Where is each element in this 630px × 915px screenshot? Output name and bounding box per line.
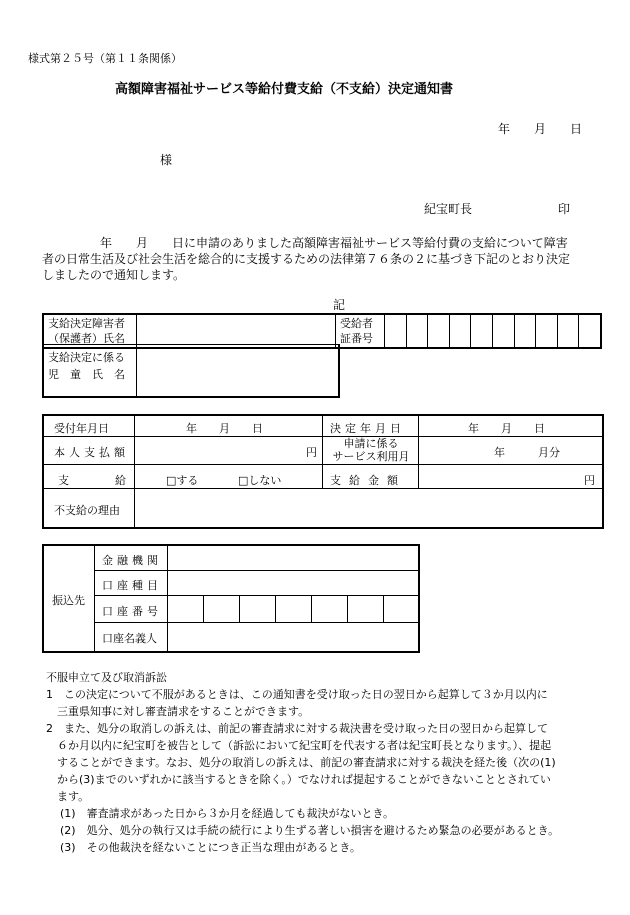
notice-item-2: (2) 処分、処分の執行又は手続の続行により生ずる著しい損害を避けるため緊急の必要があるとき。 — [60, 824, 560, 837]
notice-p2d: から(3)までのいずれかに該当するときを除く。）でなければ提起することができないこととされてい — [57, 773, 551, 786]
account-type-label: 口座種目 — [102, 579, 162, 592]
notice-p1a: 1 この決定について不服があるときは、この通知書を受け取った日の翌日から起算して３か月以内に — [46, 688, 548, 701]
received-date-label: 受付年月日 — [54, 422, 109, 435]
decision-date-label: 決定年月日 — [330, 422, 405, 435]
child-name-field[interactable] — [137, 345, 338, 396]
notice-item-3: (3) その他裁決を経ないことにつき正当な理由があるとき。 — [60, 841, 361, 854]
decision-table — [42, 414, 604, 529]
form-number: 様式第２５号（第１１条関係） — [28, 52, 182, 65]
seal-mark: 印 — [558, 202, 571, 216]
decision-date-value[interactable]: 年 月 日 — [468, 422, 545, 435]
child-name-label: 支給決定に係る 児 童 氏 名 — [48, 351, 125, 381]
certificate-number-label: 受給者 証番号 — [336, 314, 385, 348]
body-line-1: 年 月 日に申請のありました高額障害福祉サービス等給付費の支給について障害 — [100, 236, 568, 250]
issuer-name: 紀宝町長 — [424, 202, 473, 216]
recipient-name-field[interactable] — [137, 314, 336, 348]
bank-label: 金融機関 — [102, 554, 162, 567]
transfer-label: 振込先 — [52, 594, 85, 607]
notice-heading: 不服申立て及び取消訴訟 — [46, 671, 167, 684]
notice-p2a: 2 また、処分の取消しの訴えは、前記の審査請求に対する裁決書を受け取った日の翌日から起算して — [46, 722, 548, 735]
document-title: 高額障害福祉サービス等給付費支給（不支給）決定通知書 — [115, 82, 454, 97]
notice-p2e: ます。 — [57, 790, 90, 803]
notice-p1b: 三重県知事に対し審査請求をすることができます。 — [57, 705, 310, 718]
transfer-table — [42, 544, 420, 653]
received-date-value[interactable]: 年 月 日 — [186, 422, 263, 435]
certificate-number-field[interactable] — [385, 314, 602, 348]
notice-p2b: ６か月以内に紀宝町を被告として（訴訟において紀宝町を代表する者は紀宝町長となります。）、提起 — [57, 739, 552, 752]
body-line-2: 者の日常生活及び社会生活を総合的に支援するための法律第７６条の２に基づき下記のとおり決定 — [42, 252, 571, 266]
self-pay-label: 本人支払額 — [54, 446, 129, 459]
issue-date: 年 月 日 — [498, 122, 583, 136]
addressee-suffix: 様 — [160, 153, 173, 167]
payment-amount-yen: 円 — [584, 474, 595, 487]
payment-option-no[interactable]: □しない — [238, 474, 282, 487]
service-month-value[interactable]: 年 月分 — [494, 446, 560, 459]
ki-heading: 記 — [333, 298, 346, 312]
account-number-label: 口座番号 — [102, 605, 162, 618]
service-month-label: 申請に係る サービス利用月 — [332, 437, 410, 463]
self-pay-yen: 円 — [306, 446, 317, 459]
payment-option-yes[interactable]: □する — [166, 474, 199, 487]
payment-label: 支 給 — [58, 474, 134, 487]
recipient-name-label: 支給決定障害者 （保護者）氏名 — [43, 314, 137, 348]
denial-reason-label: 不支給の理由 — [54, 504, 120, 517]
notice-item-1: (1) 審査請求があった日から３か月を経過しても裁決がないとき。 — [60, 807, 395, 820]
body-line-3: しましたので通知します。 — [42, 268, 186, 282]
appeal-notice — [46, 669, 559, 856]
child-name-block — [42, 344, 340, 398]
payment-amount-label: 支給金額 — [330, 474, 406, 487]
notice-p2c: することができます。なお、処分の取消しの訴えは、前記の審査請求に対する裁決を経た後（次の(1) — [57, 756, 556, 769]
account-holder-label: 口座名義人 — [102, 632, 157, 645]
